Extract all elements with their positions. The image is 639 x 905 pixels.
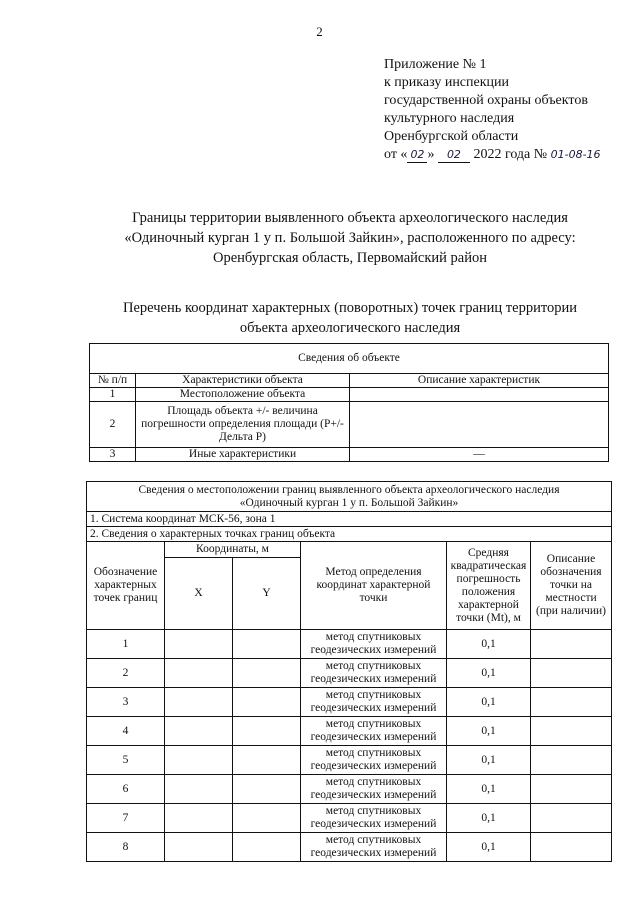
cell-x [165, 775, 233, 804]
cell-accuracy: 0,1 [447, 833, 531, 862]
boundary-points-table [86, 481, 612, 862]
row-num: 2 [90, 402, 136, 448]
cell-point: 7 [87, 804, 165, 833]
table-row [87, 804, 612, 833]
date-day: 02 [407, 148, 427, 163]
section-title: 2. Сведения о характерных точках границ объекта [87, 527, 612, 542]
cell-description [531, 775, 612, 804]
row-name: Площадь объекта +/- величина погрешности определения площади (Р+/- Дельта Р) [136, 402, 350, 448]
table-row [87, 833, 612, 862]
cell-method: метод спутниковых геодезических измерений [301, 630, 447, 659]
cell-method: метод спутниковых геодезических измерений [301, 746, 447, 775]
table-row [87, 688, 612, 717]
subtitle-line: объекта археологического наследия [239, 320, 461, 336]
cell-description [531, 630, 612, 659]
table-row [87, 659, 612, 688]
cell-method: метод спутниковых геодезических измерений [301, 804, 447, 833]
cell-point: 5 [87, 746, 165, 775]
cell-point: 4 [87, 717, 165, 746]
row-name: Иные характеристики [136, 448, 350, 462]
cell-x [165, 804, 233, 833]
cell-method: метод спутниковых геодезических измерений [301, 775, 447, 804]
cell-y [233, 746, 301, 775]
object-info-table [89, 343, 609, 462]
cell-accuracy: 0,1 [447, 804, 531, 833]
row-num: 3 [90, 448, 136, 462]
header-coords: Координаты, м [165, 542, 301, 558]
cell-accuracy: 0,1 [447, 746, 531, 775]
document-title [60, 208, 639, 268]
cell-accuracy: 0,1 [447, 659, 531, 688]
cell-description [531, 804, 612, 833]
row-desc: — [350, 448, 609, 462]
table1-header-num: № п/п [90, 374, 136, 388]
cell-x [165, 717, 233, 746]
date-mid: » [427, 147, 435, 162]
caption-line: «Одиночный курган 1 у п. Большой Зайкин» [239, 496, 459, 509]
header-x: X [165, 558, 233, 630]
cell-y [233, 804, 301, 833]
title-line: «Одиночный курган 1 у п. Большой Зайкин», расположенного по адресу: [124, 230, 576, 246]
cell-point: 1 [87, 630, 165, 659]
row-desc [350, 402, 609, 448]
title-line: Оренбургская область, Первомайский район [213, 250, 487, 266]
appendix-block [384, 56, 634, 164]
document-subtitle [60, 298, 639, 338]
table-row [87, 746, 612, 775]
cell-description [531, 717, 612, 746]
coordinate-system: 1. Система координат МСК-56, зона 1 [87, 512, 612, 527]
cell-x [165, 746, 233, 775]
header-description: Описание обозначения точки на местности (при наличии) [531, 542, 612, 630]
cell-accuracy: 0,1 [447, 717, 531, 746]
appendix-line: культурного наследия [384, 111, 515, 126]
title-line: Границы территории выявленного объекта археологического наследия [132, 210, 568, 226]
table2-caption [87, 482, 612, 512]
appendix-line: к приказу инспекции [384, 75, 510, 90]
cell-accuracy: 0,1 [447, 688, 531, 717]
table1-header-desc: Описание характеристик [350, 374, 609, 388]
header-accuracy: Средняя квадратическая погрешность положения характерной точки (Mt), м [447, 542, 531, 630]
caption-line: Сведения о местоположении границ выявленного объекта археологического наследия [138, 483, 560, 496]
table-row [90, 388, 609, 402]
cell-x [165, 630, 233, 659]
header-y: Y [233, 558, 301, 630]
table1-header-name: Характеристики объекта [136, 374, 350, 388]
date-prefix: от « [384, 147, 408, 162]
cell-method: метод спутниковых геодезических измерений [301, 717, 447, 746]
table1-caption: Сведения об объекте [90, 344, 609, 374]
date-month: 02 [438, 148, 470, 163]
cell-method: метод спутниковых геодезических измерений [301, 659, 447, 688]
cell-accuracy: 0,1 [447, 775, 531, 804]
cell-description [531, 833, 612, 862]
cell-point: 8 [87, 833, 165, 862]
row-num: 1 [90, 388, 136, 402]
cell-x [165, 688, 233, 717]
cell-method: метод спутниковых геодезических измерений [301, 833, 447, 862]
table-row [87, 630, 612, 659]
header-method: Метод определения координат характерной точки [301, 542, 447, 630]
cell-description [531, 746, 612, 775]
cell-point: 2 [87, 659, 165, 688]
cell-y [233, 659, 301, 688]
cell-description [531, 659, 612, 688]
cell-x [165, 833, 233, 862]
cell-accuracy: 0,1 [447, 630, 531, 659]
appendix-line: государственной охраны объектов [384, 93, 588, 108]
row-desc [350, 388, 609, 402]
cell-y [233, 688, 301, 717]
table-row [87, 775, 612, 804]
table-row [87, 717, 612, 746]
order-number: 01-08-16 [550, 148, 601, 161]
cell-description [531, 688, 612, 717]
cell-method: метод спутниковых геодезических измерений [301, 688, 447, 717]
cell-point: 3 [87, 688, 165, 717]
cell-y [233, 630, 301, 659]
date-year: 2022 года № [473, 147, 548, 162]
subtitle-line: Перечень координат характерных (поворотных) точек границ территории [122, 300, 578, 316]
appendix-line: Оренбургской области [384, 129, 519, 144]
appendix-date-line [384, 146, 634, 164]
header-point: Обозначение характерных точек границ [87, 542, 165, 630]
cell-y [233, 717, 301, 746]
cell-y [233, 775, 301, 804]
cell-y [233, 833, 301, 862]
page-number: 2 [316, 24, 323, 39]
appendix-line: Приложение № 1 [384, 57, 487, 72]
cell-point: 6 [87, 775, 165, 804]
table-row [90, 402, 609, 448]
table-row [90, 448, 609, 462]
row-name: Местоположение объекта [136, 388, 350, 402]
cell-x [165, 659, 233, 688]
